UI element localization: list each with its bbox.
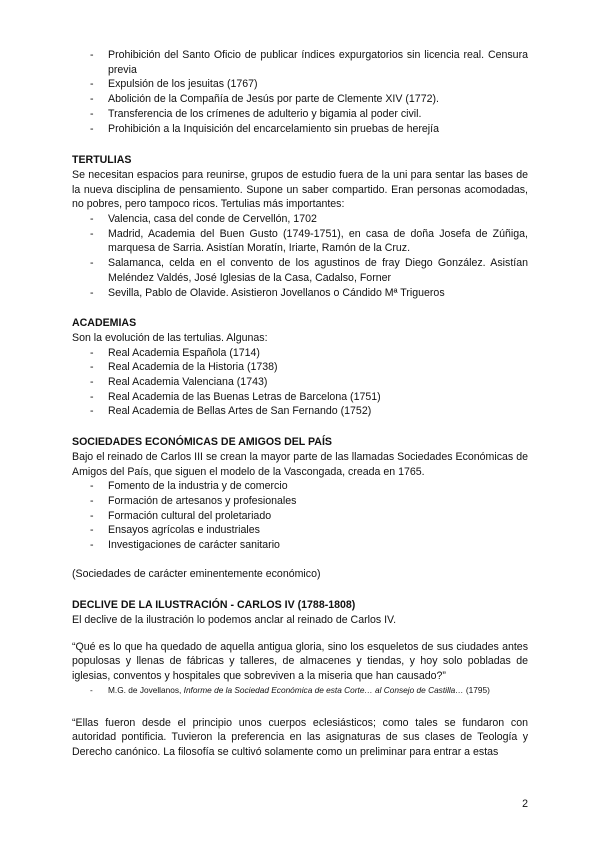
quote-universities: “Ellas fueron desde el principio unos cuerpos eclesiásticos; como tales se fundaron con autoridad pontificia. Tuvieron la preferencia en las asignaturas de sus clases de Teología y Derecho canónico. La filosofía se cultivó solamente como un preliminar para entrar a estas bbox=[72, 716, 528, 759]
quote-citation bbox=[72, 684, 528, 696]
list-item: - Prohibición a la Inquisición del encarcelamiento sin pruebas de herejía bbox=[72, 122, 528, 137]
sociedades-list bbox=[72, 479, 528, 553]
academias-heading: ACADEMIAS bbox=[72, 317, 137, 330]
academias-list bbox=[72, 346, 528, 420]
list-item: - Valencia, casa del conde de Cervellón, 1702 bbox=[72, 212, 528, 227]
list-item: - Prohibición del Santo Oficio de publicar índices expurgatorios sin licencia real. Censura previa bbox=[72, 48, 528, 77]
list-item: - Real Academia de las Buenas Letras de Barcelona (1751) bbox=[72, 390, 528, 405]
list-item: - Salamanca, celda en el convento de los agustinos de fray Diego González. Asistían Meléndez Valdés, José Iglesias de la Casa, Cadalso, Forner bbox=[72, 256, 528, 285]
citation-title: Informe de la Sociedad Económica de esta Corte… al Consejo de Castilla… bbox=[183, 684, 464, 695]
list-item: - Ensayos agrícolas e industriales bbox=[72, 523, 528, 538]
page-number: 2 bbox=[522, 798, 528, 810]
list-item: - Expulsión de los jesuitas (1767) bbox=[72, 77, 528, 92]
citation-year: (1795) bbox=[463, 684, 490, 695]
list-item: - Real Academia Valenciana (1743) bbox=[72, 375, 528, 390]
list-item: - Fomento de la industria y de comercio bbox=[72, 479, 528, 494]
censorship-list bbox=[72, 48, 528, 136]
quote-jovellanos: “Qué es lo que ha quedado de aquella antigua gloria, sino los esqueletos de sus ciudades antes populosas y llenas de fábricas y talleres, de almacenes y tiendas, y hoy solo pobladas de iglesias, conventos y hospitales que sobreviven a la miseria que han causado?” bbox=[72, 640, 528, 682]
sociedades-heading: SOCIEDADES ECONÓMICAS DE AMIGOS DEL PAÍS bbox=[72, 436, 332, 449]
list-item: - Abolición de la Compañía de Jesús por parte de Clemente XIV (1772). bbox=[72, 92, 528, 107]
list-item: - Real Academia de la Historia (1738) bbox=[72, 360, 528, 375]
list-item: - Madrid, Academia del Buen Gusto (1749-1751), en casa de doña Josefa de Zúñiga, marquesa de Sarria. Asistían Moratín, Iriarte, Ramón de la Cruz. bbox=[72, 227, 528, 256]
sociedades-note: (Sociedades de carácter eminentemente económico) bbox=[72, 568, 321, 581]
list-item: - Sevilla, Pablo de Olavide. Asistieron Jovellanos o Cándido Mª Trigueros bbox=[72, 286, 528, 301]
declive-intro: El declive de la ilustración lo podemos anclar al reinado de Carlos IV. bbox=[72, 613, 397, 626]
list-item: - Transferencia de los crímenes de adulterio y bigamia al poder civil. bbox=[72, 107, 528, 122]
list-item: - Investigaciones de carácter sanitario bbox=[72, 538, 528, 553]
tertulias-list bbox=[72, 212, 528, 300]
list-item: - Real Academia de Bellas Artes de San Fernando (1752) bbox=[72, 404, 528, 419]
citation-author: M.G. de Jovellanos, bbox=[108, 684, 184, 695]
declive-heading: DECLIVE DE LA ILUSTRACIÓN - CARLOS IV (1788-1808) bbox=[72, 599, 356, 612]
academias-intro: Son la evolución de las tertulias. Algunas: bbox=[72, 331, 268, 344]
list-item: - Real Academia Española (1714) bbox=[72, 346, 528, 361]
tertulias-intro: Se necesitan espacios para reunirse, grupos de estudio fuera de la uni para sentar las bases de la nueva disciplina de pensamiento. Supone un saber compartido. Eran personas acomodadas, no pobres, pero tampoco ricos. Tertulias más importantes: bbox=[72, 168, 528, 211]
list-item: - Formación de artesanos y profesionales bbox=[72, 494, 528, 509]
sociedades-intro: Bajo el reinado de Carlos III se crean la mayor parte de las llamadas Sociedades Económicas de Amigos del País, que siguen el modelo de la Vascongada, creada en 1765. bbox=[72, 450, 528, 478]
tertulias-heading: TERTULIAS bbox=[72, 154, 132, 167]
document-page bbox=[72, 48, 528, 760]
list-item: - Formación cultural del proletariado bbox=[72, 509, 528, 524]
